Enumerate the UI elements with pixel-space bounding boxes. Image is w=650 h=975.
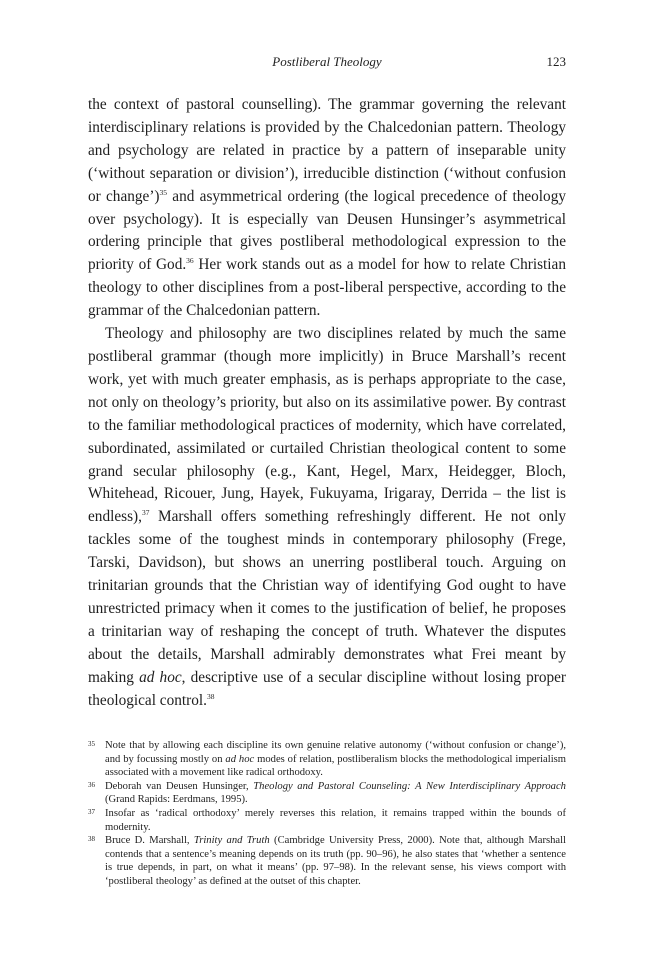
text-run: Marshall offers something refreshingly different. He not only tackles some of the toughest minds in contemporary philosophy (Frege, Tarski, Davidson), but shows an unerring postliberal touch. Arguing on trinitarian grounds that the Christian way of identifying God ought to have unrestricted primacy when it comes to the justification of belief, he proposes a trinitarian way of reshaping the concept of truth. Whatever the disputes about the details, Marshall admirably demonstrates what Frei meant by making [88,508,566,686]
paragraph [88,94,566,323]
text-run: the context of pastoral counselling). The grammar governing the relevant interdisciplinary relations is provided by the Chalcedonian pattern. Theology and psychology are related in practice by a pattern of inseparable unity (‘without separation or division’), irreducible distinction (‘without confusion or change’) [88,96,566,205]
footnote [88,739,566,780]
text-run: (Grand Rapids: Eerdmans, 1995). [105,794,248,806]
footnote-text [105,807,566,834]
footnote [88,834,566,888]
text-run: (Cambridge University Press, 2000). Note that, although Marshall contends that a sentence’s meaning depends on its truth (pp. 90–96), he also states that ‘whether a sentence is true depends, in part, on what it means’ (pp. 97–98). In the relevant sense, his views comport with ‘postliberal theology’ as defined at the outset of this chapter. [105,835,566,887]
text-run: , descriptive use of a secular discipline without losing proper theological control. [88,668,566,709]
text-run: Deborah van Deusen Hunsinger, [105,780,254,792]
italic-text: ad hoc [225,753,255,765]
running-head [88,52,566,72]
text-run: Her work stands out as a model for how to relate Christian theology to other disciplines from a post-liberal perspective, according to the grammar of the Chalcedonian pattern. [88,256,566,320]
footnote [88,807,566,834]
footnote-number: 37 [88,807,95,816]
footnote-number: 35 [88,740,95,748]
running-title: Postliberal Theology [272,54,382,69]
text-run: Insofar as ‘radical orthodoxy’ merely reverses this relation, it remains trapped within the bounds of modernity. [105,807,566,833]
text-run: modes of relation, postliberalism blocks the methodological imperialism associated with a movement like radical orthodoxy. [105,753,566,779]
footnote-text [105,780,566,807]
footnote-text [105,739,566,780]
footnote-reference: 37 [141,508,150,518]
italic-text: Theology and Pastoral Counseling: A New Interdisciplinary Approach [253,780,566,792]
text-run: Note that by allowing each discipline its own genuine relative autonomy (‘without confusion or change’), and by focussing mostly on [105,740,566,765]
italic-text: Trinity and Truth [193,835,270,847]
footnote-number: 36 [88,780,95,789]
footnotes [88,739,566,889]
footnote-reference: 35 [159,187,168,197]
text-run: Theology and philosophy are two disciplines related by much the same postliberal grammar (though more implicitly) in Bruce Marshall’s recent work, yet with much greater emphasis, as is perhaps appropriate to the case, not only on theology’s priority, but also on its assimilative power. By contrast to the familiar methodological practices of modernity, which have correlated, subordinated, assimilated or curtailed Christian theological content to some grand secular philosophy (e.g., Kant, Hegel, Marx, Heidegger, Bloch, Whitehead, Ricouer, Jung, Hayek, Fukuyama, Irigaray, Derrida – the list is endless), [88,325,566,526]
italic-text: ad hoc [139,668,182,686]
footnote-text [105,834,566,888]
text-run: and asymmetrical ordering (the logical precedence of theology over psychology). It is especially van Deusen Hunsinger’s asymmetrical ordering principle that gives postliberal methodological expression to the priority of God. [88,187,567,274]
footnote [88,780,566,807]
footnote-reference: 36 [186,256,194,266]
body-text [88,94,566,712]
text-run: Bruce D. Marshall, [105,835,194,847]
footnote-number: 38 [88,835,95,844]
footnote-reference: 38 [206,691,215,701]
paragraph [88,323,566,712]
page-number: 123 [546,54,566,69]
